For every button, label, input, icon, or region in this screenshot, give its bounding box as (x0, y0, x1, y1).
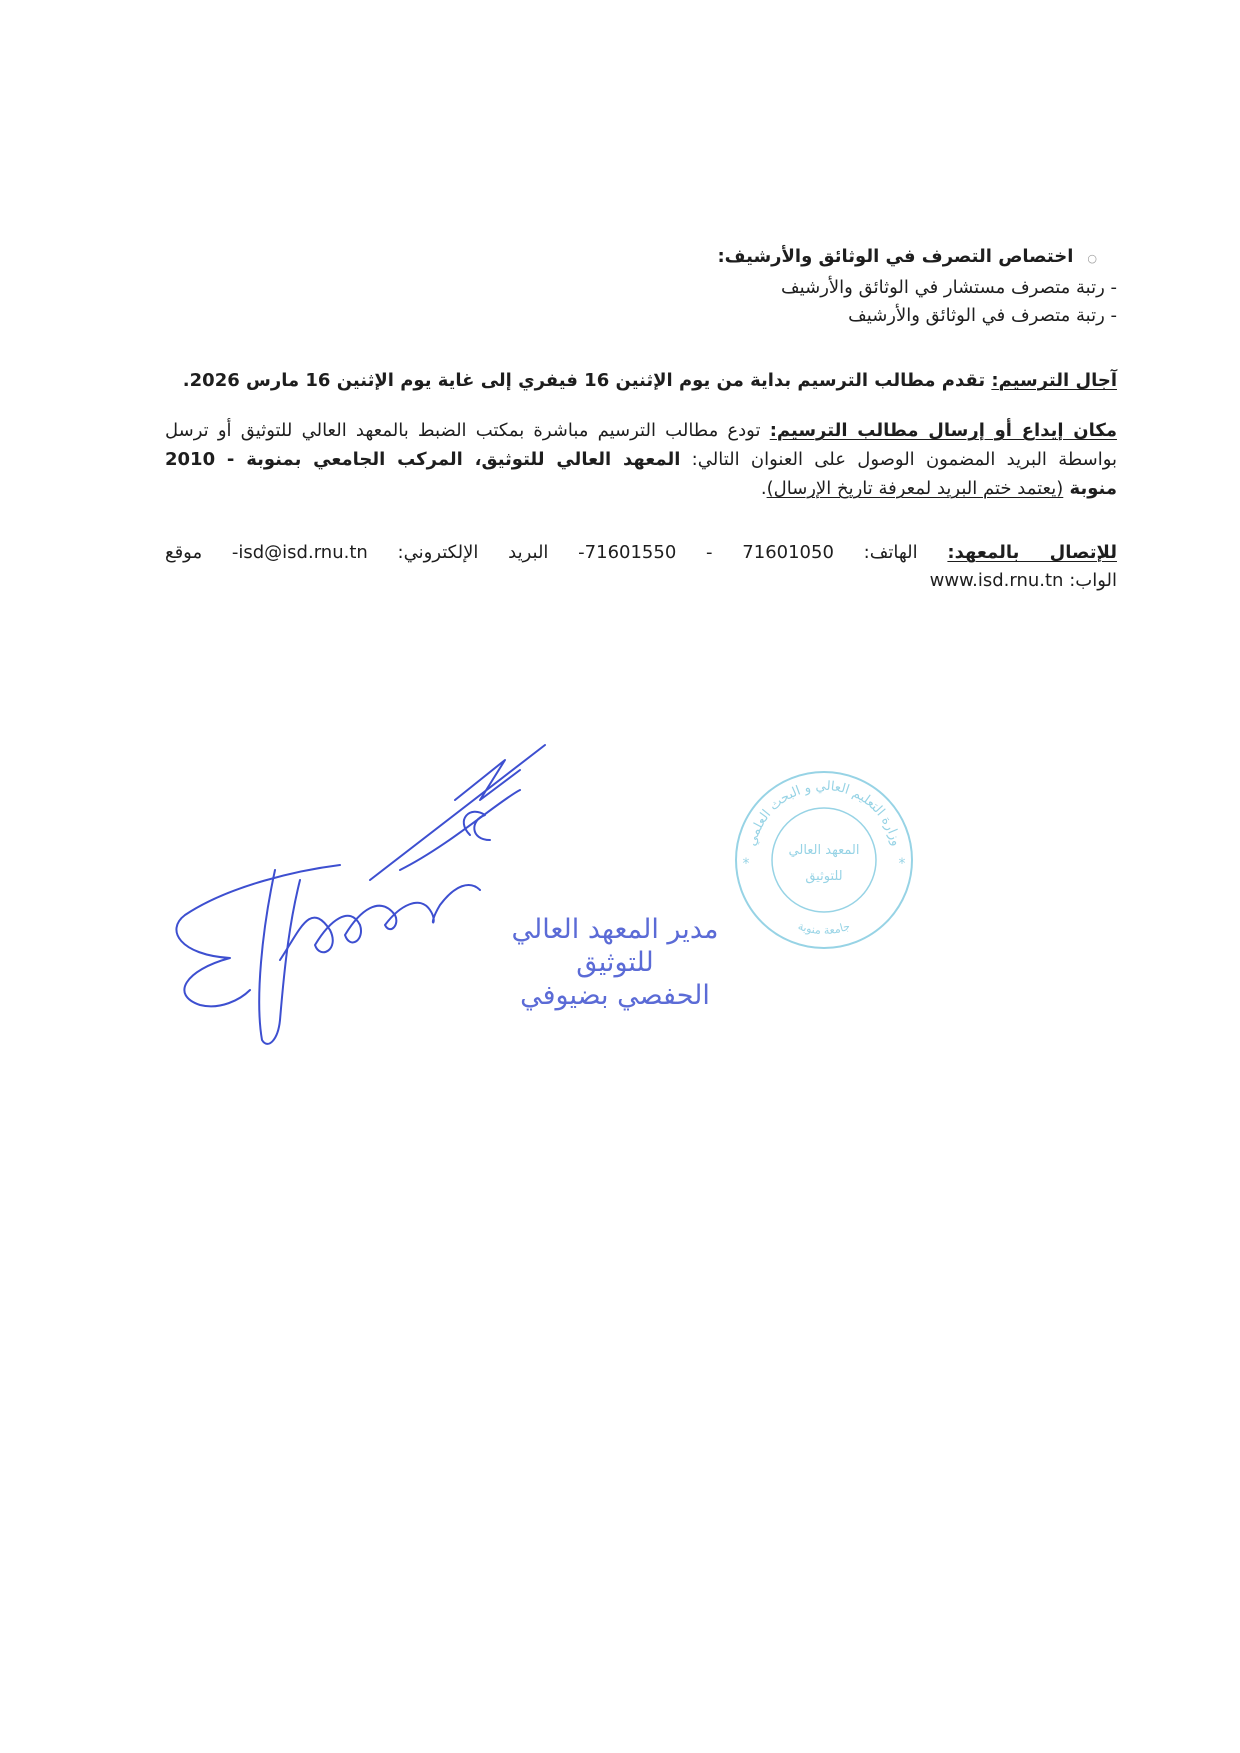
submission-label: مكان إيداع أو إرسال مطالب الترسيم: (769, 420, 1117, 441)
email-label: البريد الإلكتروني: (397, 542, 579, 563)
institute-address-city: منوبة (1063, 478, 1117, 499)
phone-label: الهاتف: (863, 542, 948, 563)
official-round-stamp (724, 760, 924, 960)
stamp-bottom-text (796, 919, 851, 936)
submission-section (165, 416, 1117, 503)
website-label: الواب: (1069, 570, 1117, 591)
submission-text: بواسطة البريد المضمون الوصول على العنوان التالي: (680, 449, 1118, 470)
signature-stroke (176, 865, 340, 1006)
submission-text: تودع مطالب الترسيم مباشرة بمكتب الضبط بالمعهد العالي للتوثيق أو ترسل (165, 420, 770, 441)
website-label: موقع (165, 542, 232, 563)
signature-stroke (370, 745, 545, 880)
signature-stroke (259, 870, 300, 1044)
contact-section (165, 539, 1117, 595)
stamp-outer-ring (736, 772, 912, 948)
deadline-label: آجال الترسيم: (991, 370, 1117, 391)
specialty-heading: اختصاص التصرف في الوثائق والأرشيف: (717, 246, 1074, 267)
institute-address: المعهد العالي للتوثيق، المركب الجامعي بمنوبة - 2010 (165, 449, 681, 470)
deadline-text: تقدم مطالب الترسيم بداية من يوم الإثنين 16 فيفري إلى غاية يوم الإثنين 16 مارس 2026. (182, 370, 992, 391)
stamp-inner-line-2: للتوثيق (805, 869, 843, 884)
stamp-inner-ring (772, 808, 876, 912)
contact-line-1 (165, 539, 1117, 567)
postmark-note: (يعتمد ختم البريد لمعرفة تاريخ الإرسال) (766, 478, 1064, 499)
email-address: isd@isd.rnu.tn- (231, 542, 398, 563)
stamp-star-icon: * (742, 856, 750, 872)
submission-line-1 (165, 416, 1117, 445)
director-name: الحفصي بضيوفي (520, 980, 710, 1011)
sentence-end: . (760, 478, 767, 499)
contact-line-2 (165, 567, 1117, 595)
contact-label: للإتصال بالمعهد: (947, 542, 1117, 563)
submission-line-3 (165, 474, 1117, 503)
stamp-inner-line-1: المعهد العالي (788, 843, 860, 858)
specialty-section (165, 243, 1117, 331)
stamp-bottom-text-path: جامعة منوبة (796, 919, 852, 937)
specialty-heading-line (165, 243, 1117, 274)
specialty-item: - رتبة متصرف في الوثائق والأرشيف (848, 305, 1117, 326)
phone-numbers: 71601050 - 71601550- (578, 542, 864, 563)
director-institution: للتوثيق (576, 947, 654, 978)
signature-stroke (400, 790, 520, 870)
stamp-outer-text (744, 779, 903, 848)
submission-line-2 (165, 445, 1117, 474)
director-stamp (480, 913, 750, 1012)
deadline-section (165, 366, 1117, 395)
specialty-item: - رتبة متصرف مستشار في الوثائق والأرشيف (781, 276, 1117, 298)
stamp-star-icon: * (898, 856, 906, 872)
stamp-outer-text-path: وزارة التعليم العالي و البحث العلمي (744, 778, 904, 848)
website-url: www.isd.rnu.tn (929, 570, 1070, 591)
signature-stroke (455, 760, 520, 800)
signature-stroke (280, 885, 480, 960)
director-title: مدير المعهد العالي (511, 914, 719, 945)
deadline-line (165, 366, 1117, 395)
circle-bullet-icon: ○ (1087, 252, 1097, 265)
